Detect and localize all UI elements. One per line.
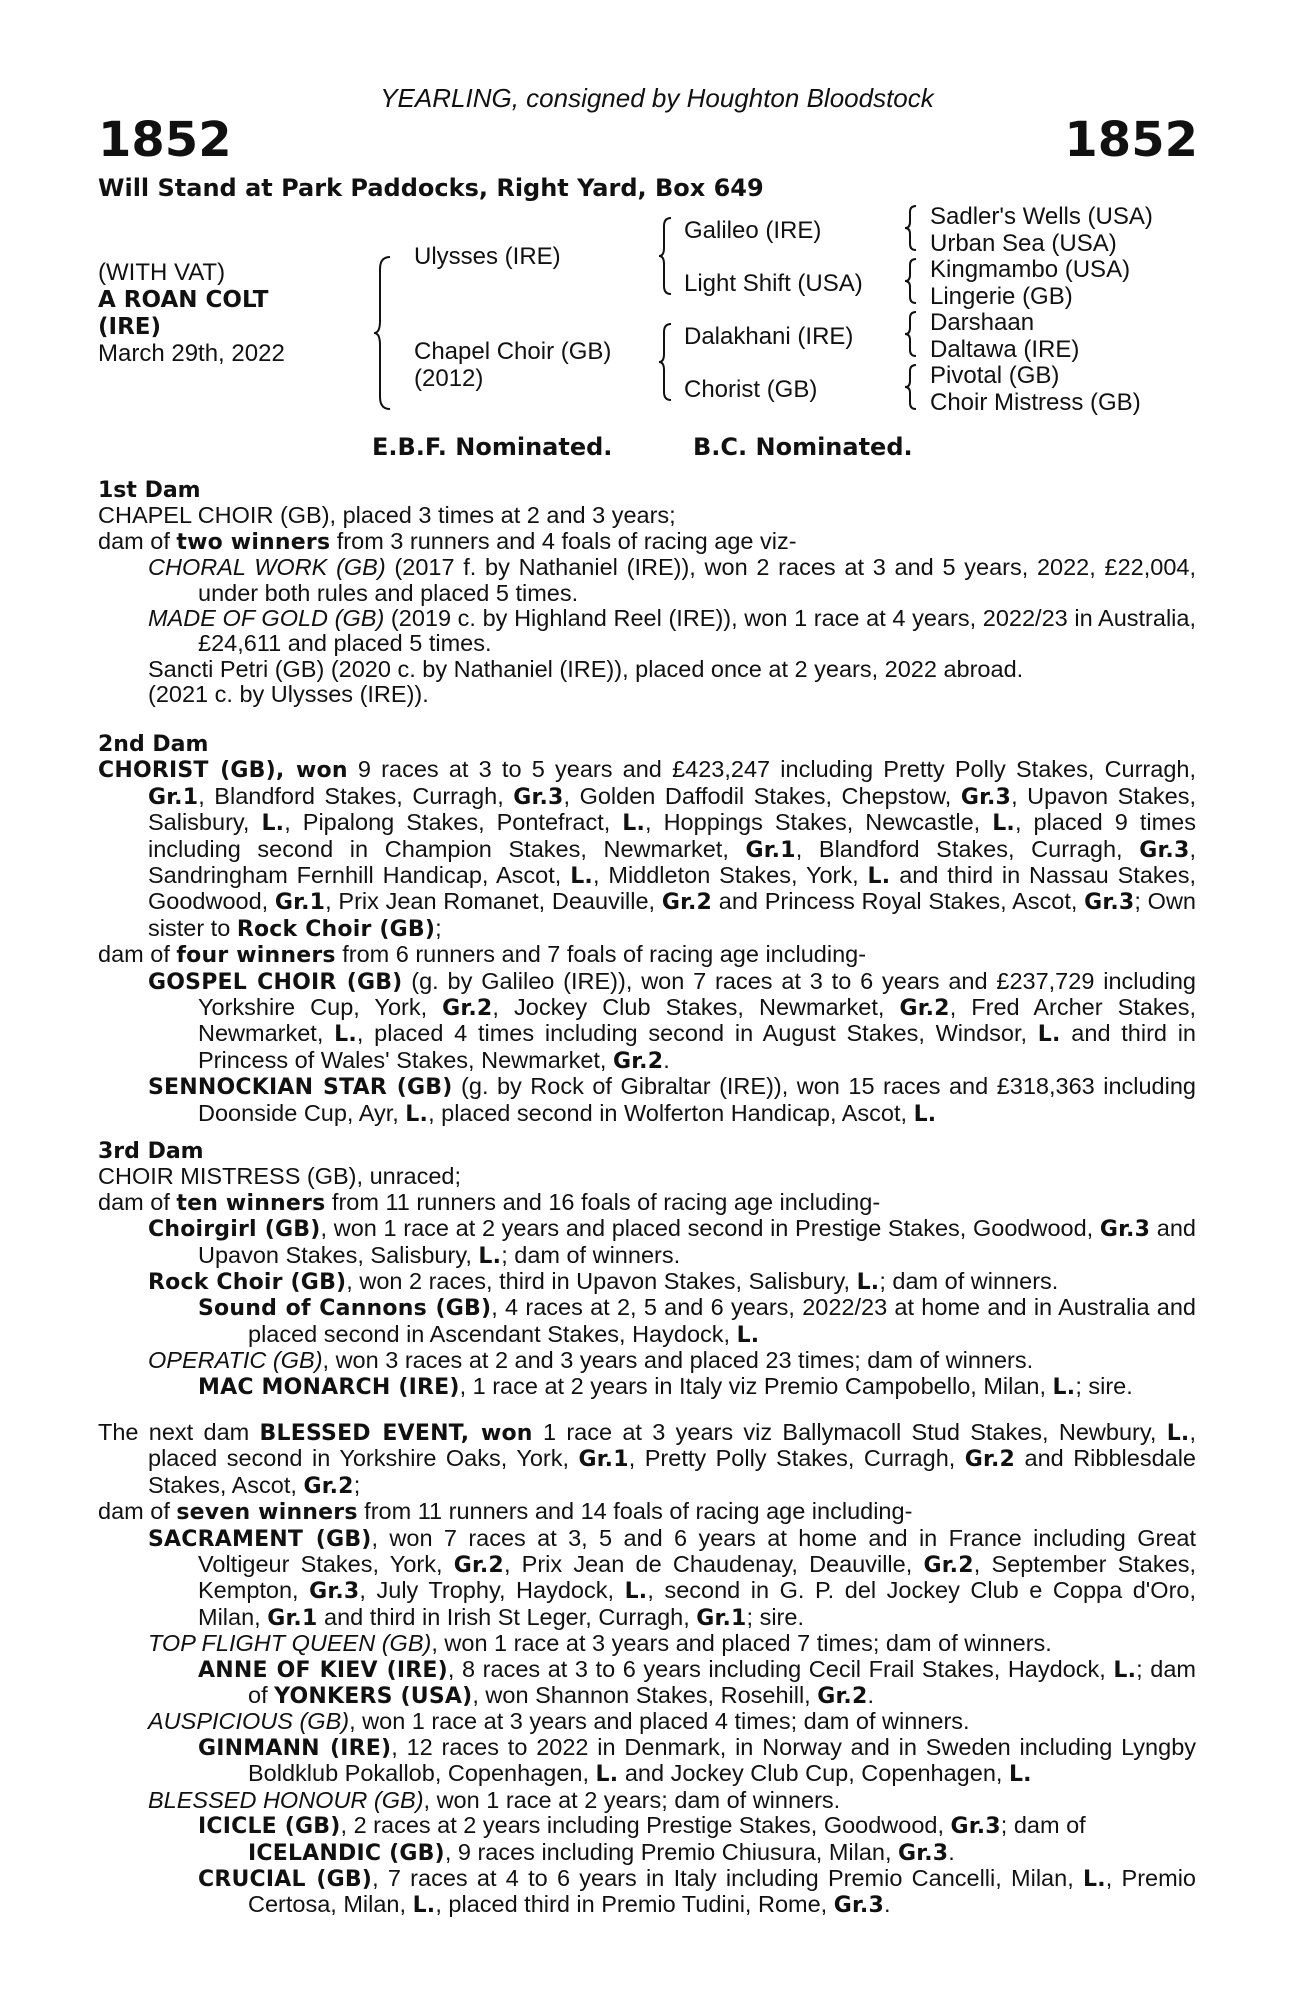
first-dam-produce-summary: dam of two winners from 3 runners and 4 foals of racing age viz- [98,527,797,555]
produce-entry: ANNE OF KIEV (IRE), 8 races at 3 to 6 years including Cecil Frail Stakes, Haydock, L.; dam of YONKERS (USA), won Shannon Stakes, Rosehill, Gr.2. [198,1655,1196,1710]
produce-entry: Sancti Petri (GB) (2020 c. by Nathaniel (IRE)), placed once at 2 years, 2022 abroad. [148,655,1024,682]
third-dam-heading: 3rd Dam [98,1139,204,1164]
pedigree-brace-g3-1 [904,204,918,252]
pedigree-g3-2: Urban Sea (USA) [930,230,1117,257]
pedigree-brace-g3-3 [904,310,918,358]
first-dam-heading: 1st Dam [98,478,201,503]
produce-entry: Sound of Cannons (GB), 4 races at 2, 5 and 6 years, 2022/23 at home and in Australia and placed second in Ascendant Stakes, Haydock, L. [198,1294,1196,1348]
produce-entry: SENNOCKIAN STAR (GB) (g. by Rock of Gibraltar (IRE)), won 15 races and £318,363 including Doonside Cup, Ayr, L., placed second in Wolferton Handicap, Ascot, L. [148,1073,1196,1127]
produce-entry: MADE OF GOLD (GB) (2019 c. by Highland Reel (IRE)), won 1 race at 4 years, 2022/23 in Australia, £24,611 and placed 5 times. [148,605,1196,657]
foaling-date: March 29th, 2022 [98,340,285,367]
pedigree-dam-dam: Chorist (GB) [684,376,818,403]
pedigree-g3-6: Daltawa (IRE) [930,336,1080,363]
pedigree-g3-1: Sadler's Wells (USA) [930,203,1153,230]
produce-entry: CHORAL WORK (GB) (2017 f. by Nathaniel (IRE)), won 2 races at 3 and 5 years, 2022, £22,004, under both rules and placed 5 times. [148,554,1196,606]
produce-entry: OPERATIC (GB), won 3 races at 2 and 3 years and placed 23 times; dam of winners. [148,1347,1034,1374]
produce-entry: SACRAMENT (GB), won 7 races at 3, 5 and 6 years at home and in France including Great Voltigeur Stakes, York, Gr.2, Prix Jean de Chaudenay, Deauville, Gr.2, September Stakes, Kempton, Gr.3, July Trophy, Haydock, L., second in G. P. del Jockey Club e Coppa d'Oro, Milan, Gr.1 and third in Irish St Leger, Curragh, Gr.1; sire. [148,1524,1196,1631]
next-dam-section [98,1420,1196,1919]
produce-entry: MAC MONARCH (IRE), 1 race at 2 years in Italy viz Premio Campobello, Milan, L.; sire. [198,1372,1133,1400]
pedigree-sire: Ulysses (IRE) [414,243,561,270]
standing-location: Will Stand at Park Paddocks, Right Yard, Box 649 [98,174,764,202]
produce-entry: ICELANDIC (GB), 9 races including Premio Chiusura, Milan, Gr.3. [248,1838,955,1866]
produce-entry: Rock Choir (GB), won 2 races, third in Upavon Stakes, Salisbury, L.; dam of winners. [148,1268,1059,1296]
produce-entry: GINMANN (IRE), 12 races to 2022 in Denmark, in Norway and in Sweden including Lyngby Boldklub Pokallob, Copenhagen, L. and Jockey Club Cup, Copenhagen, L. [198,1733,1197,1788]
pedigree-g3-3: Kingmambo (USA) [930,256,1131,283]
second-dam-produce-summary: dam of four winners from 6 runners and 7 foals of racing age including- [98,941,867,969]
vat-note: (WITH VAT) [98,259,226,286]
produce-entry: CRUCIAL (GB), 7 races at 4 to 6 years in Italy including Premio Cancelli, Milan, L., Premio Certosa, Milan, L., placed third in Premio Tudini, Rome, Gr.3. [198,1864,1196,1919]
produce-entry: (2021 c. by Ulysses (IRE)). [148,681,429,708]
bc-nominated: B.C. Nominated. [693,433,913,461]
pedigree-dam-sire: Dalakhani (IRE) [684,323,854,350]
produce-entry: BLESSED HONOUR (GB), won 1 race at 2 years; dam of winners. [148,1786,841,1813]
third-dam-line: CHOIR MISTRESS (GB), unraced; [98,1163,462,1190]
pedigree-sire-dam: Light Shift (USA) [684,270,863,297]
produce-entry: ICICLE (GB), 2 races at 2 years including Prestige Stakes, Goodwood, Gr.3; dam of [198,1812,1086,1840]
first-dam-section [98,478,1196,708]
second-dam-record: CHORIST (GB), won 9 races at 3 to 5 years and £423,247 including Pretty Polly Stakes, Curragh, Gr.1, Blandford Stakes, Curragh, Gr.3, Golden Daffodil Stakes, Chepstow, Gr.3, Upavon Stakes, Salisbury, L., Pipalong Stakes, Pontefract, L., Hoppings Stakes, Newcastle, L., placed 9 times including second in Champion Stakes, Newmarket, Gr.1, Blandford Stakes, Curragh, Gr.3, Sandringham Fernhill Handicap, Ascot, L., Middleton Stakes, York, L. and third in Nassau Stakes, Goodwood, Gr.1, Prix Jean Romanet, Deauville, Gr.2 and Princess Royal Stakes, Ascot, Gr.3; Own sister to Rock Choir (GB); [98,756,1197,942]
next-dam-produce-summary: dam of seven winners from 11 runners and 14 foals of racing age including- [98,1498,913,1526]
horse-country: (IRE) [98,314,162,340]
lot-number-left: 1852 [98,112,232,168]
pedigree-brace-dam-parents [658,322,674,402]
pedigree-brace-g3-2 [904,257,918,305]
pedigree-dam-year: (2012) [414,365,484,392]
lot-number-right: 1852 [1064,112,1198,168]
pedigree-brace-sire-parents [658,216,674,296]
ebf-nominated: E.B.F. Nominated. [372,433,613,461]
third-dam-produce-summary: dam of ten winners from 11 runners and 16 foals of racing age including- [98,1188,881,1216]
next-dam-record: The next dam BLESSED EVENT, won 1 race at 3 years viz Ballymacoll Stud Stakes, Newbury, L., placed second in Yorkshire Oaks, York, Gr.1, Pretty Polly Stakes, Curragh, Gr.2 and Ribblesdale Stakes, Ascot, Gr.2; [98,1419,1197,1499]
second-dam-heading: 2nd Dam [98,732,209,757]
pedigree-g3-8: Choir Mistress (GB) [930,389,1141,416]
pedigree-brace-parents [372,255,394,411]
produce-entry: AUSPICIOUS (GB), won 1 race at 3 years and placed 4 times; dam of winners. [148,1708,970,1735]
pedigree-sire-sire: Galileo (IRE) [684,217,822,244]
pedigree-g3-4: Lingerie (GB) [930,283,1073,310]
pedigree-g3-5: Darshaan [930,309,1035,336]
produce-entry: Choirgirl (GB), won 1 race at 2 years and placed second in Prestige Stakes, Goodwood, Gr.3 and Upavon Stakes, Salisbury, L.; dam of winners. [148,1215,1196,1269]
second-dam-section [98,732,1196,1127]
pedigree-dam: Chapel Choir (GB) [414,338,612,365]
third-dam-section [98,1139,1196,1400]
produce-entry: TOP FLIGHT QUEEN (GB), won 1 race at 3 years and placed 7 times; dam of winners. [148,1630,1052,1657]
horse-description: A ROAN COLT [98,287,269,313]
consignment-line: YEARLING, consigned by Houghton Bloodstock [380,83,934,113]
pedigree-g3-7: Pivotal (GB) [930,362,1060,389]
first-dam-line: CHAPEL CHOIR (GB), placed 3 times at 2 and 3 years; [98,502,676,529]
produce-entry: GOSPEL CHOIR (GB) (g. by Galileo (IRE)), won 7 races at 3 to 6 years and £237,729 including Yorkshire Cup, York, Gr.2, Jockey Club Stakes, Newmarket, Gr.2, Fred Archer Stakes, Newmarket, L., placed 4 times including second in August Stakes, Windsor, L. and third in Princess of Wales' Stakes, Newmarket, Gr.2. [148,967,1196,1074]
pedigree-brace-g3-4 [904,363,918,411]
